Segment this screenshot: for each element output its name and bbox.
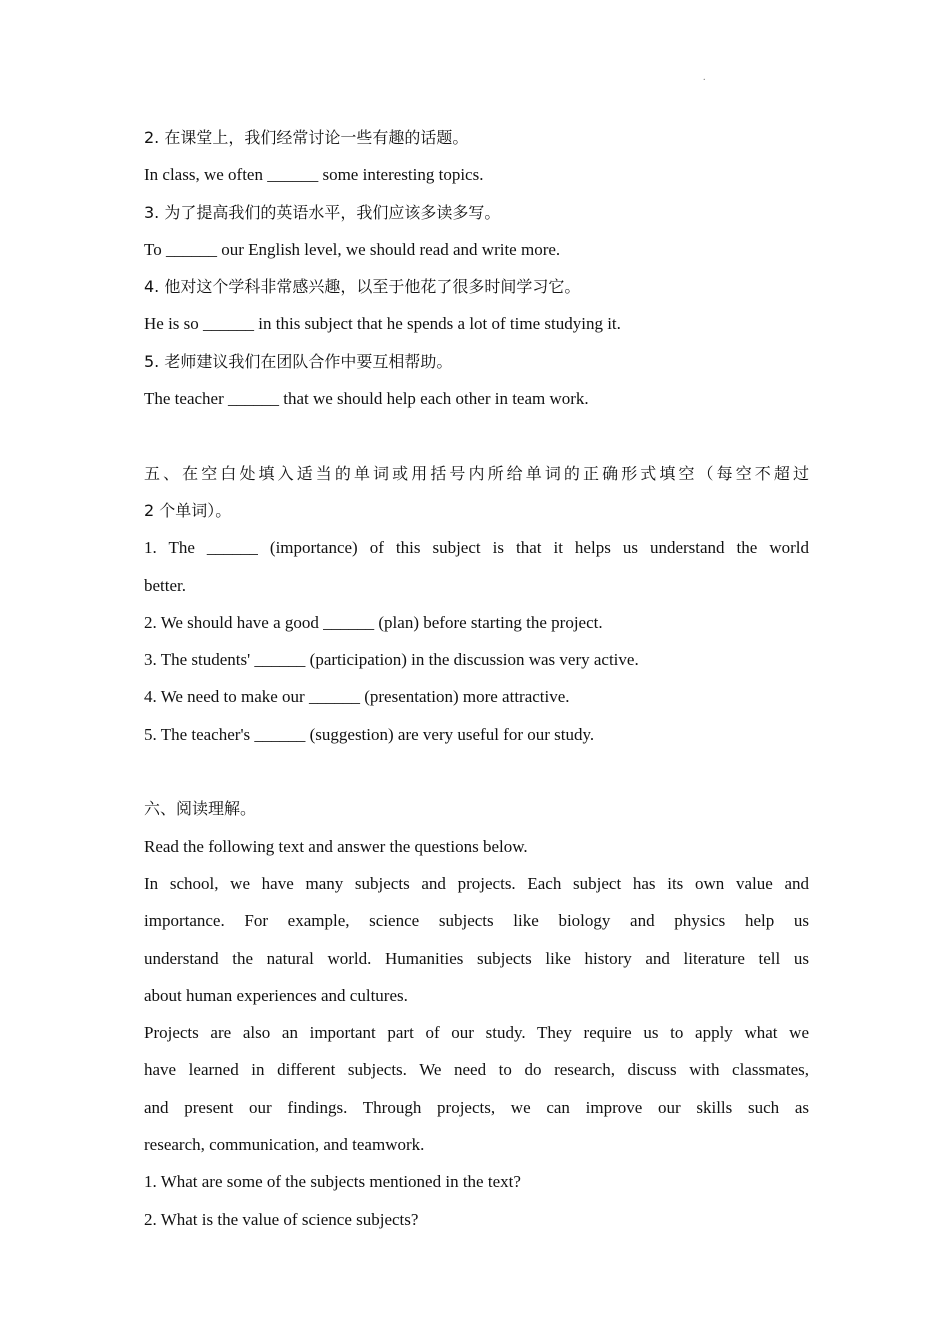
question-chinese: 3. 为了提高我们的英语水平，我们应该多读多写。 bbox=[144, 202, 501, 222]
question-english: In class, we often ______ some interesting topics. bbox=[144, 165, 484, 185]
question-chinese: 2. 在课堂上，我们经常讨论一些有趣的话题。 bbox=[144, 128, 469, 147]
question-chinese: 4. 他对这个学科非常感兴趣，以至于他花了很多时间学习它。 bbox=[144, 277, 581, 297]
reading-instruction: Read the following text and answer the questions below. bbox=[144, 836, 528, 856]
question-english: The teacher ______ that we should help each other in team work. bbox=[144, 389, 589, 409]
section-spacer bbox=[144, 417, 809, 454]
section-five-title-cont: 2 个单词）。 bbox=[144, 500, 232, 520]
question-english: He is so ______ in this subject that he spends a lot of time studying it. bbox=[144, 314, 621, 334]
paragraph-line: and present our findings. Through projects, we can improve our skills such as bbox=[144, 1097, 809, 1117]
section-six-title: 六、阅读理解。 bbox=[144, 799, 257, 819]
fill-item-1: 1. The ______ (importance) of this subject is that it helps us understand the world bbox=[144, 538, 809, 558]
paragraph-line: have learned in different subjects. We need to do research, discuss with classmates, bbox=[144, 1060, 809, 1080]
fill-item-2: 2. We should have a good ______ (plan) before starting the project. bbox=[144, 612, 603, 632]
fill-item-1-cont: better. bbox=[144, 575, 187, 595]
paragraph-line: understand the natural world. Humanities subjects like history and literature tell us bbox=[144, 948, 809, 968]
translation-section bbox=[144, 119, 809, 417]
paragraph-line: about human experiences and cultures. bbox=[144, 985, 408, 1005]
reading-question: 1. What are some of the subjects mentioned in the text? bbox=[144, 1172, 521, 1192]
section-five-title: 五、在空白处填入适当的单词或用括号内所给单词的正确形式填空（每空不超过 bbox=[144, 463, 809, 483]
paragraph-line: importance. For example, science subjects like biology and physics help us bbox=[144, 911, 809, 931]
paragraph-line: Projects are also an important part of our study. They require us to apply what we bbox=[144, 1023, 809, 1043]
fill-item-4: 4. We need to make our ______ (presentation) more attractive. bbox=[144, 687, 570, 707]
fill-in-section bbox=[144, 455, 809, 753]
question-english: To ______ our English level, we should read and write more. bbox=[144, 239, 561, 259]
header-dot-mark: . bbox=[703, 72, 706, 83]
fill-item-5: 5. The teacher's ______ (suggestion) are very useful for our study. bbox=[144, 724, 595, 744]
worksheet-page bbox=[144, 119, 809, 1238]
reading-section bbox=[144, 790, 809, 1238]
paragraph-line: In school, we have many subjects and projects. Each subject has its own value and bbox=[144, 873, 809, 893]
reading-question: 2. What is the value of science subjects? bbox=[144, 1209, 419, 1229]
fill-item-3: 3. The students' ______ (participation) in the discussion was very active. bbox=[144, 650, 639, 670]
question-chinese: 5. 老师建议我们在团队合作中要互相帮助。 bbox=[144, 351, 453, 371]
section-spacer bbox=[144, 753, 809, 790]
paragraph-line: research, communication, and teamwork. bbox=[144, 1135, 425, 1155]
